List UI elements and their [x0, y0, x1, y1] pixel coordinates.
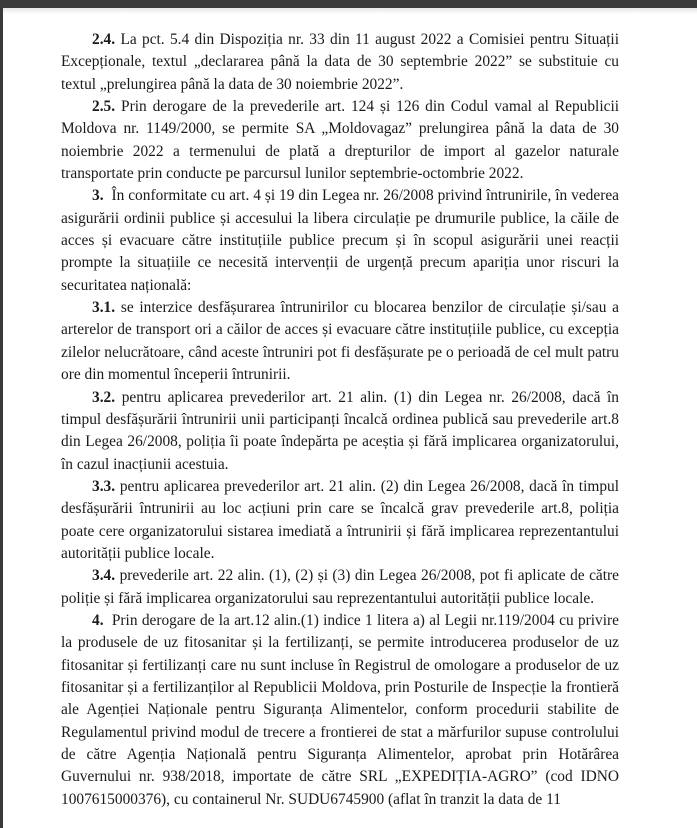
viewer-left-border	[0, 0, 3, 828]
paragraph-3-1	[61, 297, 619, 386]
paragraph-text: pentru aplicarea prevederilor art. 21 alin. (2) din Legea 26/2008, dacă în timpul desfășurării întrunirii au loc acțiuni prin care se încalcă grav prevederile art.8, poliția poate cere organizatorului sistarea imediată a întrunirii și fără implicarea reprezentantului autorității publice locale.	[61, 477, 619, 562]
paragraph-number: 3.3.	[92, 477, 116, 495]
paragraph-text: La pct. 5.4 din Dispoziția nr. 33 din 11 august 2022 a Comisiei pentru Situații Excepționale, textul „declararea până la data de 30 septembrie 2022” se substituie cu textul „prelungirea până la data de 30 noiembrie 2022”.	[61, 31, 619, 93]
paragraph-number: 3.4.	[92, 567, 116, 585]
paragraph-3-4	[61, 565, 619, 610]
paragraph-4	[61, 610, 619, 811]
paragraph-number: 3.	[92, 187, 104, 205]
viewer-top-bar	[0, 0, 697, 8]
paragraph-number: 2.5.	[92, 98, 116, 116]
paragraph-3-3	[61, 476, 619, 565]
paragraph-2-5	[61, 96, 619, 185]
paragraph-text: prevederile art. 22 alin. (1), (2) și (3) din Legea 26/2008, pot fi aplicate de către poliție și fără implicarea organizatorului sau reprezentantului autorității publice locale.	[61, 567, 619, 607]
paragraph-number: 3.2.	[92, 388, 116, 406]
paragraph-3-2	[61, 387, 619, 476]
paragraph-text: se interzice desfășurarea întrunirilor cu blocarea benzilor de circulație și/sau a arterelor de transport ori a căilor de acces și evacuare către instituțiile publice, cu excepția zilelor nelucrătoare, când aceste întruniri pot fi desfășurate pe o perioadă de cel mult patru ore din momentul începerii întrunirii.	[61, 299, 619, 384]
document-page	[61, 29, 619, 811]
paragraph-text: Prin derogare de la art.12 alin.(1) indice 1 litera a) al Legii nr.119/2004 cu privire la produsele de uz fitosanitar și la fertilizanți, se permite introducerea produselor de uz fitosanitar și fertilizanți care nu sunt incluse în Registrul de omologare a produselor de uz fitosanitar și a fertilizanților al Republicii Moldova, prin Posturile de Inspecție la frontieră ale Agenției Naționale pentru Siguranța Alimentelor, conform procedurii stabilite de Regulamentul privind modul de trecere a frontierei de stat a mărfurilor supuse controlului de către Agenția Națională pentru Siguranța Alimentelor, aprobat prin Hotărârea Guvernului nr. 938/2018, importate de către SRL „EXPEDIȚIA-AGRO” (cod IDNO 1007615000376), cu containerul Nr. SUDU6745900 (aflat în tranzit la data de 11	[61, 611, 619, 808]
paragraph-number: 2.4.	[92, 31, 116, 48]
paragraph-text: pentru aplicarea prevederilor art. 21 alin. (1) din Legea nr. 26/2008, dacă în timpul desfășurării întrunirii unii participanți încalcă ordinea publică sau prevederile art.8 din Legea 26/2008, poliția îi poate îndepărta pe aceștia și fără implicarea organizatorului, în cazul inacțiunii acestuia.	[61, 388, 619, 473]
paragraph-number: 4.	[92, 611, 104, 629]
paragraph-3	[61, 185, 619, 297]
paragraph-text: Prin derogare de la prevederile art. 124 și 126 din Codul vamal al Republicii Moldova nr. 1149/2000, se permite SA „Moldovagaz” prelungirea până la data de 30 noiembrie 2022 a termenului de plată a drepturilor de import al gazelor naturale transportate prin conducte pe parcursul lunilor septembrie-octombrie 2022.	[61, 98, 619, 183]
paragraph-text: În conformitate cu art. 4 și 19 din Legea nr. 26/2008 privind întrunirile, în vederea asigurării ordinii publice și accesului la libera circulație pe drumurile publice, la căile de acces și evacuare către instituțiile publice precum și în scopul asigurării unei reacții prompte la situațiile ce necesită intervenții de urgență precum apariția unor riscuri la securitatea națională:	[61, 187, 619, 294]
paragraph-2-4	[61, 29, 619, 96]
paragraph-number: 3.1.	[92, 299, 116, 317]
page-top-shadow	[3, 8, 697, 14]
